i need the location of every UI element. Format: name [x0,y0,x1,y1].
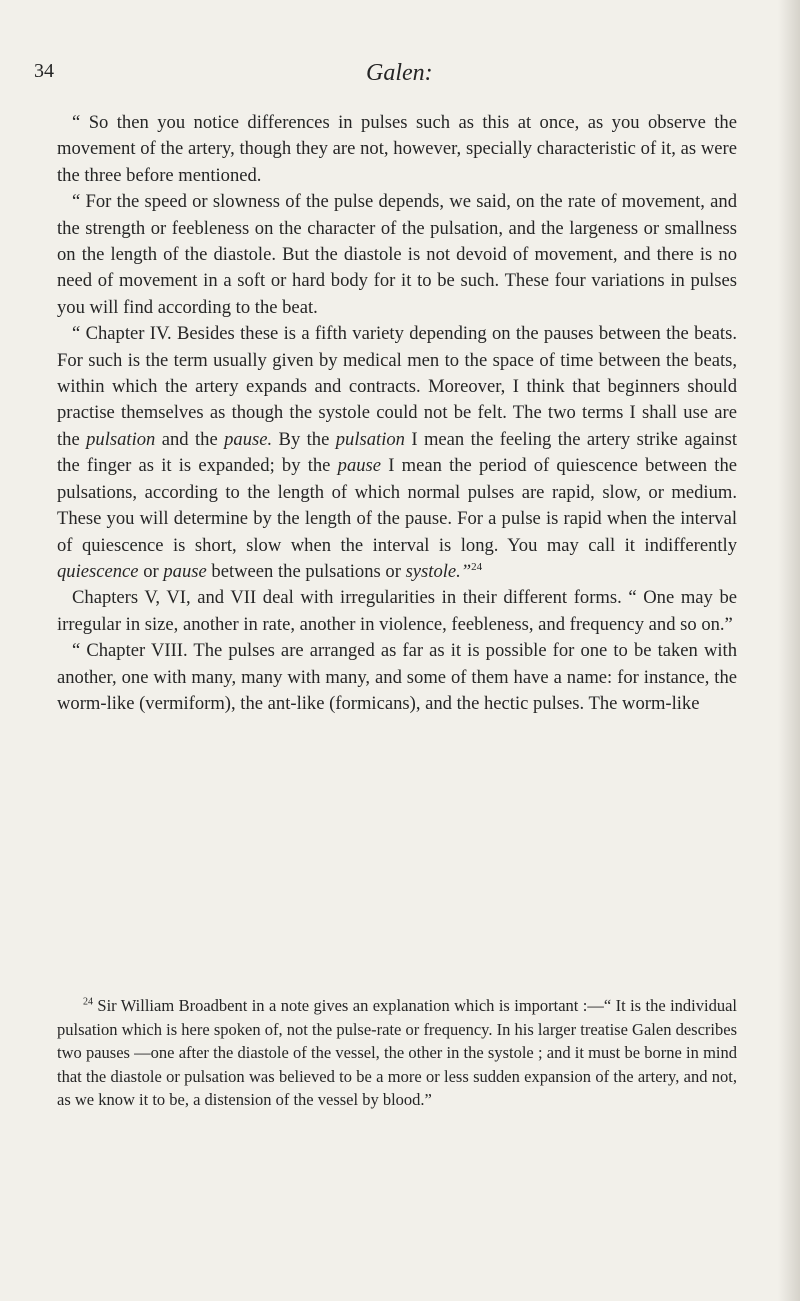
text-run: between the pulsations or [206,560,406,582]
paragraph: Chapters V, VI, and VII deal with irregularities in their different forms. “ One may be irregular in size, another in rate, another in violence, feebleness, and frequency and so on.” [57,587,737,635]
term-quiescence: quiescence [57,560,139,582]
footnote-text: Sir William Broadbent in a note gives an explanation which is important :—“ It is the individual pulsation which is here spoken of, not the pulse-rate or frequency. In his larger treatise Galen describes two pauses —one after the diastole of the vessel, the other in the systole ; and it must be borne in mind that the diastole or pulsation was believed to be a more or less sudden expansion of the artery, and not, as we know it to be, a distension of the vessel by blood.” [57,996,737,1109]
body-text [57,110,737,717]
text-run: I mean the period of quiescence between the pulsations, according to the length of which normal pulses are rapid, slow, or medium. These you will determine by the length of the pause. For a pulse is rapid when the interval of quiescence is short, slow when the interval is long. You may call it indifferently [57,455,737,556]
text-run: and the [155,428,225,450]
text-run: By the [272,428,336,450]
footnote-reference[interactable]: 24 [471,560,483,573]
page-number: 34 [34,60,54,82]
paragraph: “ So then you notice differences in pulses such as this at once, as you observe the movement of the artery, though they are not, however, specially characteristic of it, as were the three before mentioned. [57,112,737,186]
text-run: I mean the feeling the artery strike against the finger as it is expanded; by the [57,428,737,477]
footnote [57,994,737,1112]
term-pause: pause. [224,428,273,450]
term-pulsation: pulsation [86,428,156,450]
footnotes [57,994,737,1112]
term-pause: pause [337,455,382,477]
term-pulsation: pulsation [335,428,405,450]
text-run: “ Chapter IV. Besides these is a fifth variety depending on the pauses between the beats. For such is the term usually given by medical men to the space of time between the beats, within which the artery expands and contracts. Moreover, I think that beginners should practise themselves as though the systole could not be felt. The two terms I shall use are the [57,323,737,450]
page-edge-shadow [778,0,800,1301]
term-systole: systole.” [405,560,472,582]
text-run: or [138,560,164,582]
footnote-number: 24 [83,996,93,1008]
running-head: Galen: [366,60,433,86]
paragraph: “ For the speed or slowness of the pulse depends, we said, on the rate of movement, and the strength or feebleness on the character of the pulsation, and the largeness or smallness on the length of the diastole. But the diastole is not devoid of movement, and there is no need of movement in a soft or hard body for it to be such. These four variations in pulses you will find according to the beat. [57,191,737,318]
paragraph-chapter-viii: “ Chapter VIII. The pulses are arranged as far as it is possible for one to be taken with another, one with many, many with many, and some of them have a name: for instance, the worm-like (vermiform), the ant-like (formicans), and the hectic pulses. The worm-like [57,640,737,714]
paragraph-chapter-iv [57,321,737,585]
term-pause: pause [163,560,207,582]
